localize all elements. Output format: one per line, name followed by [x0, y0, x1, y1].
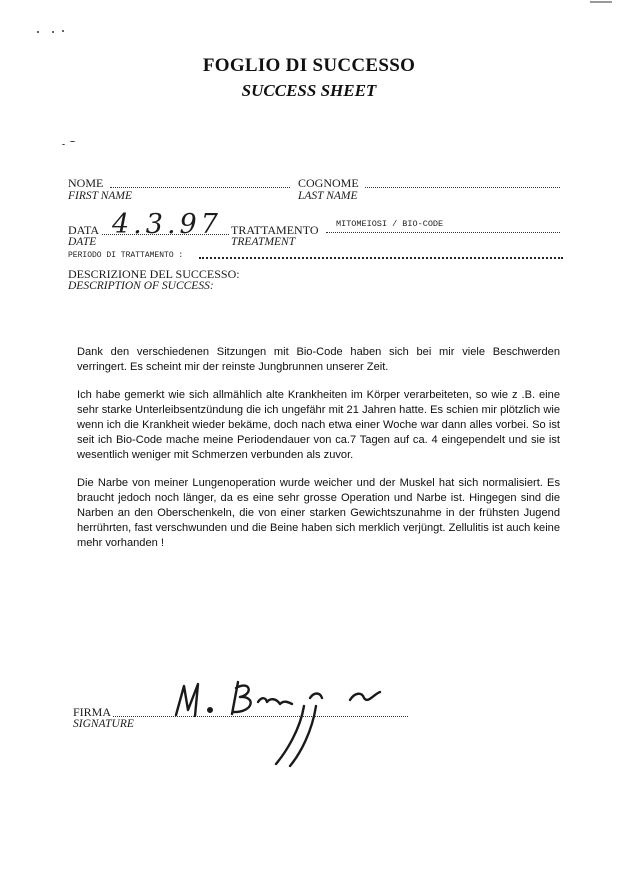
- signature-label: SIGNATURE: [73, 718, 134, 730]
- scan-speck: [37, 31, 39, 33]
- success-description: [77, 345, 560, 564]
- paragraph: Die Narbe von meiner Lungenoperation wurde weicher und der Muskel hat sich normalisiert. Es braucht jedoch noch länger, da es eine sehr grosse Operation und Narbe ist. Hingegen sind die Narben an den Oberschenkeln, die von einer starken Gewichtszunahme in der frühsten Jugend herrührten, fast verschwunden und die Beine haben sich merklich verjüngt. Zellulitis ist auch keine mehr vorhanden !: [77, 477, 560, 549]
- periodo-label: PERIODO DI TRATTAMENTO :: [68, 251, 184, 260]
- first-name-field[interactable]: [110, 187, 290, 188]
- handwritten-signature: [150, 670, 410, 780]
- paragraph: Ich habe gemerkt wie sich allmählich alte Krankheiten im Körper verarbeiteten, so wie z .B. eine sehr starke Unterleibsentzündung die ich ungefähr mit 21 Jahren hatte. Es schien mir plötzlich wie wenn ich die Krankheit wieder bekäme, doch nach etwa einer Woche war dann alles vorbei. So ist seit ich Bio-Code mache meine Periodendauer von ca.7 Tagen auf ca. 4 eingependelt und sie ist wesentlich weniger mit Schmerzen verbunden als zuvor.: [77, 389, 560, 461]
- treatment-value: MITOMEIOSI / BIO-CODE: [336, 219, 444, 229]
- firma-label: FIRMA: [73, 705, 112, 719]
- date-label: DATE: [68, 236, 97, 248]
- scan-speck: [70, 141, 75, 142]
- description-label: DESCRIPTION OF SUCCESS:: [68, 280, 214, 292]
- nome-label: NOME: [68, 176, 104, 190]
- periodo-field[interactable]: [199, 257, 563, 259]
- cognome-label: COGNOME: [298, 176, 359, 190]
- page-subtitle: SUCCESS SHEET: [241, 81, 377, 100]
- paragraph: Dank den verschiedenen Sitzungen mit Bio-Code haben sich bei mir viele Beschwerden verringert. Es scheint mir der reinste Jungbrunnen unserer Zeit.: [77, 346, 560, 373]
- last-name-label: LAST NAME: [298, 190, 358, 202]
- treatment-label: TREATMENT: [231, 236, 296, 248]
- scan-speck: [52, 31, 54, 33]
- scan-speck: [590, 1, 612, 3]
- page-title: FOGLIO DI SUCCESSO: [202, 55, 416, 76]
- data-label: DATA: [68, 223, 100, 237]
- descrizione-label: DESCRIZIONE DEL SUCCESSO:: [68, 267, 240, 281]
- first-name-label: FIRST NAME: [68, 190, 132, 202]
- last-name-field[interactable]: [365, 187, 560, 188]
- trattamento-label: TRATTAMENTO: [231, 223, 319, 237]
- scan-speck: [62, 144, 65, 145]
- treatment-field[interactable]: [326, 232, 560, 233]
- scan-speck: [62, 30, 64, 32]
- date-value: 4.3.97: [112, 209, 222, 240]
